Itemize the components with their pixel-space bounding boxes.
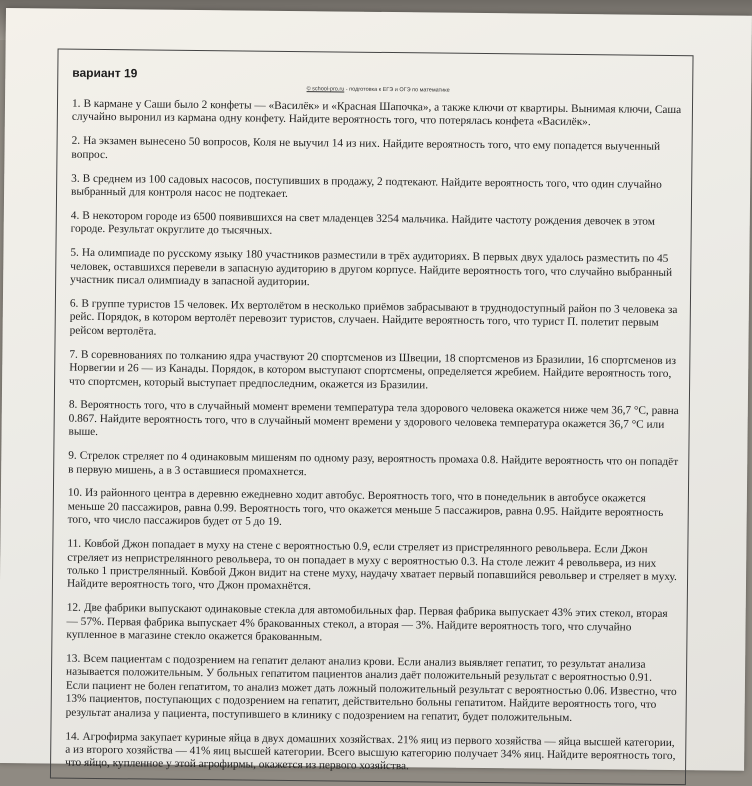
- problem-text: Всем пациентам с подозрением на гепатит делают анализ крови. Если анализ выявляет гепатит, то результат анализа называется положительным. У больных гепатитом пациентов анализ даёт положительный результат с вероятностью 0.91. Если пациент не болен гепатитом, то анализ может дать ложный положительный результат с вероятностью 0.06. Известно, что 13% пациентов, поступающих с подозрением на гепатит, действительно больны гепатитом. Найдите вероятность того, что результат анализа у пациента, поступившего в клинику с подозрением на гепатит, будет положительным.: [65, 652, 677, 724]
- problem-item: [68, 450, 680, 483]
- problem-item: [69, 348, 681, 395]
- problem-item: [70, 247, 682, 294]
- problem-item: [68, 487, 680, 534]
- problem-number: 2.: [71, 135, 81, 148]
- problem-item: [65, 730, 677, 777]
- problem-text: На экзамен вынесено 50 вопросов, Коля не выучил 14 из них. Найдите вероятность того, что ему попадется выученный вопрос.: [71, 135, 661, 161]
- problem-item: [67, 538, 680, 598]
- variant-title: вариант 19: [72, 65, 138, 81]
- problem-text: На олимпиаде по русскому языку 180 участников разместили в трёх аудиториях. В первых двух удалось разместить по 45 человек, оставшихся перевели в запасную аудиторию в другом корпусе. Найдите вероятность того, что случайно выбранный участник писал олимпиаду в запасной аудитории.: [70, 247, 673, 289]
- problem-item: [68, 399, 680, 446]
- problem-text: Агрофирма закупает куриные яйца в двух домашних хозяйствах. 21% яиц из первого хозяйства — яйца высшей категории, а из второго хозяйства — 41% яиц высшей категории. Всего высшую категорию получает 34% яиц. Найдите вероятность того, что яйцо, купленное у этой агрофирмы, окажется из первого хозяйства.: [65, 730, 676, 773]
- problem-text: В соревнованиях по толканию ядра участвуют 20 спортсменов из Швеции, 18 спортсменов из Бразилии, 16 спортсменов из Норвегии и 26 — из Канады. Порядок, в котором выступают спортсмены, определяется жребием. Найдите вероятность того, что спортсмен, который выступает предпоследним, окажется из Бразилии.: [69, 348, 677, 391]
- problem-number: 5.: [70, 246, 79, 260]
- problem-number: 6.: [69, 297, 79, 310]
- problem-item: [71, 135, 683, 168]
- problem-list: [65, 98, 684, 777]
- problem-item: [70, 298, 682, 345]
- problem-number: 10.: [67, 487, 83, 500]
- problem-number: 14.: [65, 730, 80, 743]
- problem-number: 8.: [68, 399, 78, 412]
- worksheet-frame: [50, 49, 694, 786]
- problem-text: В среднем из 100 садовых насосов, поступивших в продажу, 2 подтекают. Найдите вероятность того, что один случайно выбранный для контроля насос не подтекает.: [71, 172, 662, 200]
- problem-number: 4.: [70, 209, 80, 222]
- problem-text: В некотором городе из 6500 появившихся на свет младенцев 3254 мальчика. Найдите частоту рождения девочек в этом городе. Результат округлите до тысячных.: [70, 209, 655, 238]
- problem-text: Из районного центра в деревню ежедневно ходит автобус. Вероятность того, что в понедельник в автобусе окажется меньше 20 пассажиров, равна 0.99. Вероятность того, что окажется меньше 5 пассажиров, равна 0.95. Найдите вероятность того, что число пассажиров будет от 5 до 19.: [67, 487, 664, 529]
- problem-number: 3.: [71, 172, 80, 185]
- site-link[interactable]: © school-pro.ru: [306, 86, 345, 93]
- problem-item: [71, 172, 683, 205]
- problem-item: [71, 210, 683, 243]
- problem-text: В кармане у Саши было 2 конфеты — «Василёк» и «Красная Шапочка», а также ключи от квартиры. Вынимая ключи, Саша случайно выронил из кармана одну конфету. Найдите вероятность того, что потерялась конфета «Василёк».: [71, 97, 682, 129]
- problem-item: [66, 602, 678, 649]
- problem-number: 13.: [66, 652, 81, 665]
- problem-number: 12.: [66, 601, 81, 615]
- site-tagline: - подготовка к ЕГЭ и ОГЭ по математике: [345, 86, 450, 94]
- problem-text: В группе туристов 15 человек. Их вертолётом в несколько приёмов забрасывают в труднодоступный район по 3 человека за рейс. Порядок, в котором вертолёт перевозит туристов, случаен. Найдите вероятность того, что турист П. полетит первым рейсом вертолёта.: [69, 297, 678, 338]
- problem-number: 9.: [68, 449, 77, 462]
- problem-number: 7.: [69, 348, 78, 361]
- problem-text: Ковбой Джон попадает в муху на стене с вероятностью 0.9, если стреляет из пристрелянного револьвера. Если Джон стреляет из непристрелянного револьвера, то он попадает в муху с вероятностью 0.3. На столе лежит 4 револьвера, из них только 1 пристрелянный. Ковбой Джон видит на стене муху, наудачу хватает первый попавшийся револьвер и стреляет в муху. Найдите вероятность того, что Джон промахнётся.: [66, 538, 677, 593]
- paper-sheet: [0, 8, 752, 771]
- problem-item: [66, 653, 679, 726]
- problem-item: [72, 98, 684, 131]
- problem-text: Вероятность того, что в случайный момент времени температура тела здорового человека окажется ниже чем 36,7 °C, равна 0.867. Найдите вероятность того, что в случайный момент времени у здорового человека температура окажется 36,7 °C или выше.: [68, 399, 679, 439]
- site-header: [72, 84, 684, 96]
- problem-number: 1.: [71, 97, 81, 110]
- problem-text: Стрелок стреляет по 4 одинаковым мишеням по одному разу, вероятность промаха 0.8. Найдите вероятность что он попадёт в первую мишень, а в 3 оставшиеся промахнется.: [68, 449, 679, 478]
- problem-number: 11.: [67, 537, 82, 550]
- problem-text: Две фабрики выпускают одинаковые стекла для автомобильных фар. Первая фабрика выпускает 43% этих стекол, вторая — 57%. Первая фабрика выпускает 4% бракованных стекол, а вторая — 3%. Найдите вероятность того, что случайно купленное в магазине стекло окажется бракованным.: [66, 602, 668, 644]
